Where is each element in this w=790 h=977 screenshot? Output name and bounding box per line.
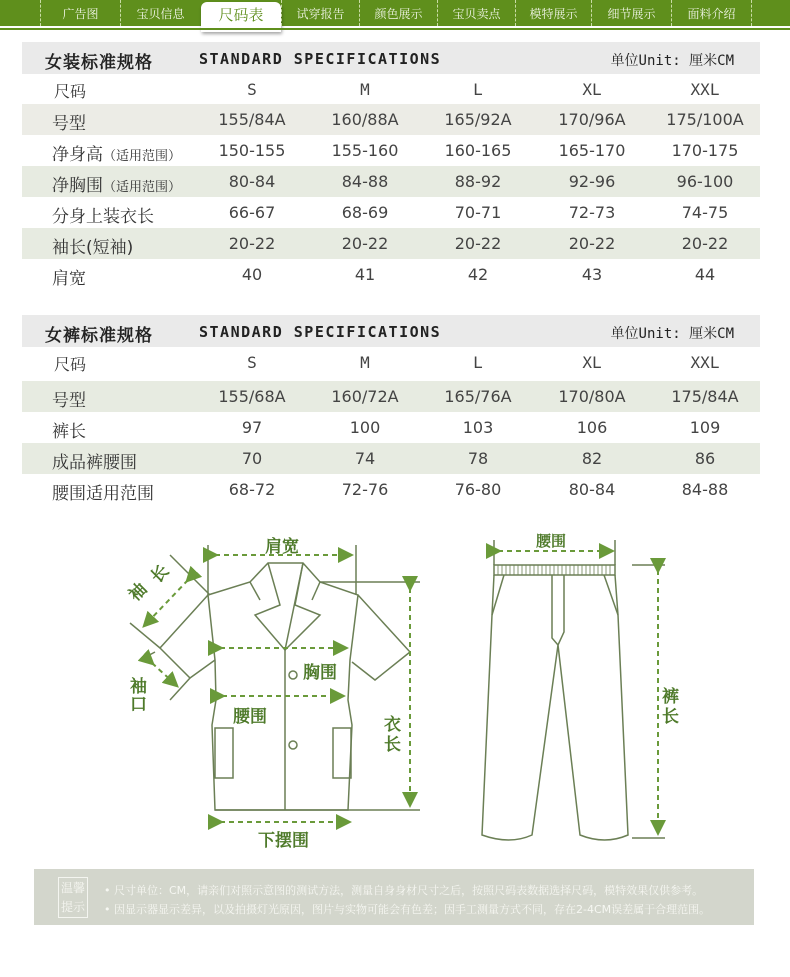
size-s: S bbox=[247, 353, 257, 372]
cell: 80-84 bbox=[228, 172, 276, 191]
tab-divider-end bbox=[751, 0, 790, 26]
table-row bbox=[22, 412, 760, 443]
cell: 84-88 bbox=[341, 172, 389, 191]
top-measurement-diagram bbox=[120, 520, 440, 860]
cell: 175/84A bbox=[671, 387, 739, 406]
sleeve-length-label-2: 长 bbox=[147, 561, 174, 588]
table-row bbox=[22, 166, 760, 197]
cell: 66-67 bbox=[228, 203, 276, 222]
cell: 20-22 bbox=[681, 234, 729, 253]
cell: 160/88A bbox=[331, 110, 399, 129]
size-header-row bbox=[22, 74, 760, 104]
cell: 20-22 bbox=[228, 234, 276, 253]
size-xl: XL bbox=[582, 353, 602, 372]
warm-tip-box bbox=[34, 869, 754, 925]
table-title-en: STANDARD SPECIFICATIONS bbox=[199, 50, 442, 68]
tab-ad-image[interactable]: 广告图 bbox=[40, 0, 120, 26]
tab-product-info[interactable]: 宝贝信息 bbox=[120, 0, 200, 26]
cell: 100 bbox=[349, 418, 381, 437]
garment-length-label-2: 长 bbox=[384, 735, 401, 755]
table-header bbox=[22, 315, 760, 347]
size-label: 尺码 bbox=[54, 355, 87, 374]
row-label: 号型 bbox=[52, 391, 86, 411]
cell: 20-22 bbox=[568, 234, 616, 253]
row-label: 袖长(短袖) bbox=[52, 238, 134, 258]
tip-line-1: • 尺寸单位：CM，请亲们对照示意图的测试方法，测量自身身材尺寸之后，按照尺码表数据选择尺码，模特效果仅供参考。 bbox=[104, 884, 704, 897]
chest-label: 胸围 bbox=[303, 663, 337, 683]
cell: 155-160 bbox=[331, 141, 399, 160]
cell: 72-73 bbox=[568, 203, 616, 222]
size-l: L bbox=[473, 353, 483, 372]
tab-model-display[interactable]: 模特展示 bbox=[515, 0, 591, 26]
cell: 80-84 bbox=[568, 480, 616, 499]
cell: 68-72 bbox=[228, 480, 276, 499]
cell: 106 bbox=[576, 418, 608, 437]
cell: 175/100A bbox=[666, 110, 744, 129]
top-spec-table bbox=[22, 42, 760, 290]
cell: 74-75 bbox=[681, 203, 729, 222]
row-label: 号型 bbox=[52, 114, 86, 134]
row-label: 腰围适用范围 bbox=[52, 484, 154, 504]
size-m: M bbox=[360, 80, 370, 99]
row-label: 净胸围（适用范围） bbox=[52, 176, 182, 196]
cell: 41 bbox=[354, 265, 376, 284]
cell: 170-175 bbox=[671, 141, 739, 160]
cell: 20-22 bbox=[454, 234, 502, 253]
table-title-en: STANDARD SPECIFICATIONS bbox=[199, 323, 442, 341]
size-s: S bbox=[247, 80, 257, 99]
cell: 82 bbox=[581, 449, 603, 468]
row-label: 净身高（适用范围） bbox=[52, 145, 182, 165]
size-xl: XL bbox=[582, 80, 602, 99]
cell: 160-165 bbox=[444, 141, 512, 160]
cell: 40 bbox=[241, 265, 263, 284]
table-title: 女裤标准规格 bbox=[45, 326, 153, 346]
size-xxl: XXL bbox=[690, 80, 720, 99]
cell: 155/68A bbox=[218, 387, 286, 406]
tab-try-on-report[interactable]: 试穿报告 bbox=[281, 0, 359, 26]
table-row bbox=[22, 443, 760, 474]
unit-label: 单位Unit: 厘米CM bbox=[610, 53, 734, 69]
cell: 165/92A bbox=[444, 110, 512, 129]
cuff-label-1: 袖 bbox=[130, 677, 147, 697]
cell: 97 bbox=[241, 418, 263, 437]
tab-selling-points[interactable]: 宝贝卖点 bbox=[437, 0, 515, 26]
tip-line-2: • 因显示器显示差异，以及拍摄灯光原因，图片与实物可能会有色差；因手工测量方式不同，存在2-4CM误差属于合理范围。 bbox=[104, 903, 711, 916]
table-row bbox=[22, 259, 760, 290]
size-xxl: XXL bbox=[690, 353, 720, 372]
tab-navigation-bar bbox=[0, 0, 790, 28]
cell: 170/80A bbox=[558, 387, 626, 406]
tab-size-chart[interactable]: 尺码表 bbox=[201, 2, 281, 32]
nav-underline bbox=[0, 28, 790, 30]
row-label: 分身上装衣长 bbox=[52, 207, 154, 227]
pants-measurement-diagram bbox=[470, 520, 690, 860]
table-row bbox=[22, 381, 760, 412]
tip-badge: 温馨 提示 bbox=[58, 877, 88, 918]
cell: 92-96 bbox=[568, 172, 616, 191]
table-row bbox=[22, 135, 760, 166]
table-row bbox=[22, 197, 760, 228]
size-l: L bbox=[473, 80, 483, 99]
cell: 70 bbox=[241, 449, 263, 468]
table-header bbox=[22, 42, 760, 74]
cuff-label-2: 口 bbox=[130, 695, 147, 715]
cell: 88-92 bbox=[454, 172, 502, 191]
pants-length-label-1: 裤 bbox=[662, 687, 679, 707]
unit-label: 单位Unit: 厘米CM bbox=[610, 326, 734, 342]
cell: 160/72A bbox=[331, 387, 399, 406]
size-label: 尺码 bbox=[54, 82, 87, 101]
cell: 78 bbox=[467, 449, 489, 468]
table-title: 女装标准规格 bbox=[45, 53, 153, 73]
cell: 170/96A bbox=[558, 110, 626, 129]
shoulder-width-label: 肩宽 bbox=[265, 537, 299, 557]
cell: 44 bbox=[694, 265, 716, 284]
cell: 74 bbox=[354, 449, 376, 468]
cell: 155/84A bbox=[218, 110, 286, 129]
tab-detail-display[interactable]: 细节展示 bbox=[591, 0, 671, 26]
waist-label: 腰围 bbox=[233, 707, 267, 727]
pants-length-label-2: 长 bbox=[662, 707, 679, 727]
size-m: M bbox=[360, 353, 370, 372]
size-header-row bbox=[22, 347, 760, 381]
cell: 76-80 bbox=[454, 480, 502, 499]
pants-outline-icon bbox=[470, 520, 690, 860]
cell: 103 bbox=[462, 418, 494, 437]
cell: 84-88 bbox=[681, 480, 729, 499]
cell: 165/76A bbox=[444, 387, 512, 406]
cell: 43 bbox=[581, 265, 603, 284]
pants-waist-label: 腰围 bbox=[536, 532, 567, 550]
hem-label: 下摆围 bbox=[258, 831, 309, 851]
row-label: 裤长 bbox=[52, 422, 86, 442]
cell: 109 bbox=[689, 418, 721, 437]
cell: 72-76 bbox=[341, 480, 389, 499]
table-row bbox=[22, 104, 760, 135]
cell: 70-71 bbox=[454, 203, 502, 222]
pants-spec-table bbox=[22, 315, 760, 505]
sleeve-length-label-1: 袖 bbox=[125, 579, 152, 606]
garment-length-label-1: 衣 bbox=[384, 715, 401, 735]
cell: 86 bbox=[694, 449, 716, 468]
cell: 165-170 bbox=[558, 141, 626, 160]
row-label: 肩宽 bbox=[52, 269, 86, 289]
cell: 150-155 bbox=[218, 141, 286, 160]
cell: 96-100 bbox=[676, 172, 734, 191]
cell: 20-22 bbox=[341, 234, 389, 253]
table-row bbox=[22, 474, 760, 505]
tab-color-display[interactable]: 颜色展示 bbox=[359, 0, 437, 26]
cell: 68-69 bbox=[341, 203, 389, 222]
row-label: 成品裤腰围 bbox=[52, 453, 137, 473]
tab-fabric-intro[interactable]: 面料介绍 bbox=[671, 0, 751, 26]
cell: 42 bbox=[467, 265, 489, 284]
table-row bbox=[22, 228, 760, 259]
